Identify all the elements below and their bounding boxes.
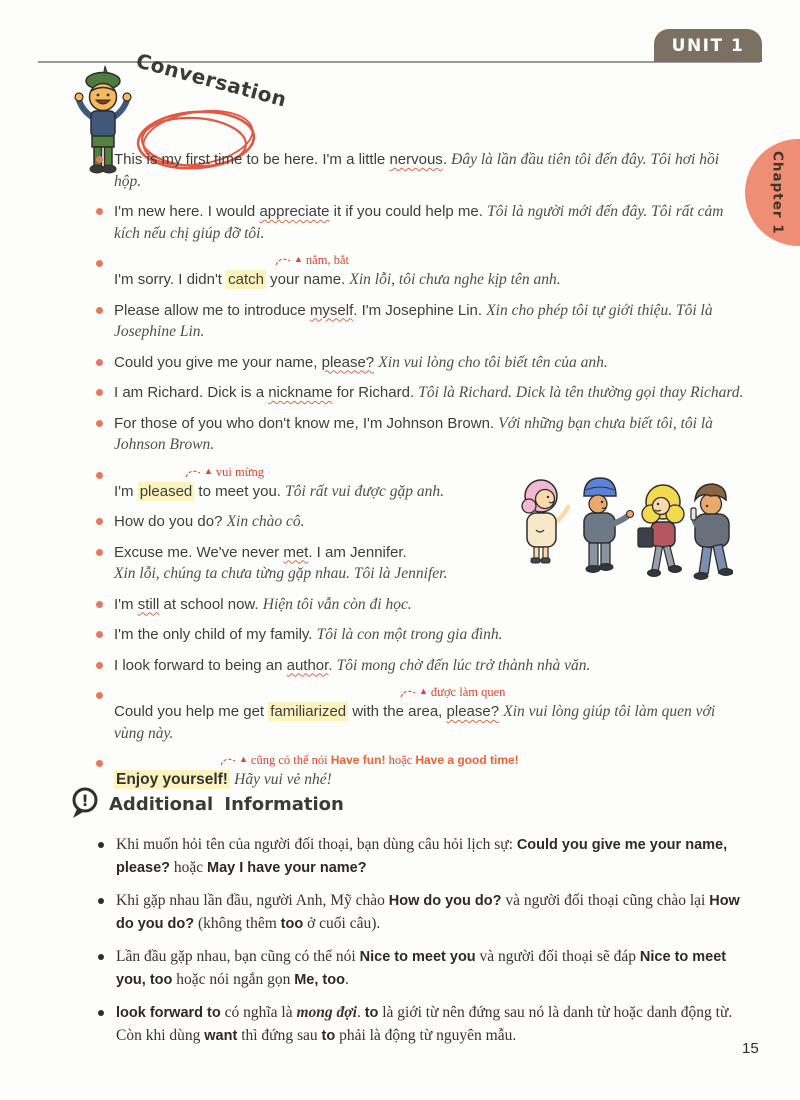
- text-segment: pleased: [139, 482, 193, 500]
- text-segment: at school now.: [159, 595, 263, 613]
- triangle-marker-icon: ▲: [239, 754, 248, 764]
- unit-badge: UNIT 1: [654, 29, 762, 62]
- text-segment: Have a good time!: [415, 753, 519, 767]
- triangle-marker-icon: ▲: [419, 686, 428, 696]
- bullet-dot: [96, 359, 103, 366]
- text-segment: catch: [228, 271, 265, 288]
- text-segment: How do you do?: [114, 513, 227, 530]
- text-segment: nắm, bắt: [305, 253, 349, 267]
- text-segment: Excuse me. We've never: [114, 543, 284, 561]
- text-segment: Khi gặp nhau lần đầu, người Anh, Mỹ chào: [116, 892, 389, 909]
- text-segment: Could you give me your name, please?: [116, 837, 728, 876]
- text-segment: Xin lỗi, tôi chưa nghe kịp tên anh.: [349, 271, 561, 288]
- bullet-dot: [98, 842, 104, 848]
- red-annotation: [219, 753, 746, 768]
- text-segment: .: [344, 970, 349, 988]
- additional-info-item: [98, 890, 746, 935]
- text-segment: met: [283, 543, 309, 561]
- text-segment: Please allow me to introduce: [114, 301, 310, 319]
- conversation-item: [96, 594, 746, 616]
- conversation-item: [96, 382, 746, 404]
- bullet-dot: [96, 692, 103, 699]
- triangle-marker-icon: ▲: [294, 254, 303, 264]
- text-segment: For those of you who don't know me, I'm Johnson Brown.: [114, 414, 499, 432]
- chapter-tab-label: Chapter 1: [769, 150, 786, 235]
- text-segment: Tôi là người mới đến đây. Tôi rất cảm kích nếu chị giúp đỡ tôi.: [114, 203, 724, 242]
- text-segment: Enjoy yourself!: [116, 771, 228, 788]
- text-segment: Xin lỗi, chúng ta chưa từng gặp nhau. Tôi là Jennifer.: [114, 565, 448, 582]
- text-segment: please?: [321, 353, 375, 371]
- red-annotation: [274, 253, 746, 268]
- bullet-dot: [96, 260, 103, 267]
- text-segment: Đây là lần đầu tiên tôi đến đây. Tôi hơi hồi hộp.: [114, 151, 720, 190]
- text-segment: How do you do?: [116, 893, 740, 932]
- text-segment: hoặc: [170, 858, 208, 876]
- text-segment: to: [321, 1027, 336, 1044]
- text-segment: cũng có thể nói: [250, 753, 331, 767]
- text-segment: with the area,: [348, 703, 447, 720]
- text-segment: Tôi mong chờ đến lúc trở thành nhà văn.: [336, 656, 591, 674]
- section-title-conversation: Conversation: [133, 48, 290, 112]
- text-segment: I'm: [114, 482, 138, 500]
- text-segment: mong đợi: [296, 1004, 357, 1021]
- text-segment: Nice to meet you: [359, 949, 476, 965]
- page-number: 15: [742, 1040, 759, 1057]
- text-segment: Xin vui lòng cho tôi biết tên của anh.: [378, 353, 608, 371]
- text-segment: I'm new here. I would: [114, 203, 260, 220]
- svg-text:!: !: [81, 791, 89, 810]
- bullet-dot: [96, 662, 103, 669]
- text-segment: Tôi là Richard. Dick là tên thường gọi thay Richard.: [418, 384, 744, 401]
- conversation-item: [96, 685, 746, 744]
- text-segment: too: [280, 915, 304, 932]
- bullet-dot: [96, 208, 103, 215]
- text-segment: want: [204, 1027, 238, 1044]
- additional-info-section: [70, 786, 746, 1058]
- additional-info-item: [98, 1002, 746, 1047]
- text-segment: (không thêm: [194, 914, 281, 932]
- text-segment: .: [328, 656, 337, 674]
- bullet-dot: [96, 156, 103, 163]
- bullet-dot: [98, 898, 104, 904]
- text-segment: I'm the only child of my family.: [114, 626, 317, 643]
- conversation-item: [96, 300, 746, 343]
- conversation-item: [96, 253, 746, 291]
- text-segment: Hãy vui vẻ nhé!: [234, 771, 332, 788]
- text-segment: Với những bạn chưa biết tôi, tôi là Johnson Brown.: [114, 414, 713, 453]
- conversation-item: [96, 352, 746, 374]
- text-segment: .: [356, 1004, 365, 1021]
- annotation-connector-icon: [219, 754, 237, 766]
- text-segment: thì đứng sau: [237, 1026, 322, 1044]
- text-segment: .: [442, 151, 452, 168]
- conversation-item: [96, 655, 746, 677]
- section-title-additional: Additional Information: [109, 794, 344, 815]
- text-segment: Me, too: [294, 971, 345, 988]
- red-annotation: [399, 685, 746, 700]
- text-segment: please?: [446, 703, 500, 720]
- additional-info-header: [70, 786, 746, 820]
- text-segment: for Richard.: [332, 384, 419, 401]
- annotation-connector-icon: [274, 254, 292, 266]
- conversation-item: [96, 624, 746, 646]
- conversation-item: [96, 149, 746, 192]
- text-segment: là giới từ nên đứng sau nó là danh từ hoặc danh động từ. Còn khi dùng: [116, 1004, 733, 1044]
- text-segment: nervous: [389, 151, 443, 168]
- text-segment: to meet you.: [194, 482, 286, 500]
- text-segment: Xin vui lòng giúp tôi làm quen với vùng này.: [114, 703, 716, 742]
- text-segment: vui mừng: [215, 464, 265, 479]
- text-segment: I look forward to being an: [114, 656, 287, 674]
- text-segment: nickname: [268, 384, 333, 401]
- bullet-dot: [96, 389, 103, 396]
- text-segment: familiarized: [270, 703, 347, 720]
- text-segment: Hiện tôi vẫn còn đi học.: [262, 595, 412, 613]
- text-segment: được làm quen: [430, 685, 506, 699]
- chapter-tab: [745, 139, 800, 246]
- text-segment: Tôi rất vui được gặp anh.: [285, 482, 444, 500]
- text-segment: Nice to meet you, too: [116, 949, 727, 988]
- text-segment: Could you give me your name,: [114, 353, 322, 371]
- text-segment: Lần đầu gặp nhau, bạn cũng có thể nói: [116, 948, 360, 965]
- text-segment: và người đối thoại cũng chào lại: [501, 892, 710, 909]
- people-group-illustration: [505, 466, 733, 592]
- text-segment: it if you could help me.: [329, 203, 488, 220]
- text-segment: I'm sorry. I didn't: [114, 271, 227, 288]
- text-segment: I'm: [114, 595, 138, 613]
- bullet-dot: [96, 420, 103, 427]
- bullet-dot: [98, 954, 104, 960]
- bullet-dot: [96, 518, 103, 525]
- bullet-dot: [96, 760, 103, 767]
- additional-info-item: [98, 946, 746, 991]
- text-segment: still: [137, 595, 160, 613]
- text-segment: Have fun!: [330, 753, 386, 767]
- triangle-marker-icon: ▲: [204, 465, 213, 476]
- additional-info-list: [70, 834, 746, 1047]
- text-segment: How do you do?: [388, 893, 502, 909]
- text-segment: và người đối thoại sẽ đáp: [475, 948, 640, 965]
- text-segment: ở cuối câu).: [303, 914, 381, 932]
- text-segment: to: [364, 1005, 379, 1021]
- text-segment: May I have your name?: [207, 859, 367, 876]
- text-segment: Khi muốn hỏi tên của người đối thoại, bạn dùng câu hỏi lịch sự:: [116, 836, 517, 853]
- text-segment: Could you help me get: [114, 703, 269, 720]
- text-segment: Xin chào cô.: [226, 513, 305, 530]
- bullet-dot: [96, 549, 103, 556]
- bullet-dot: [96, 307, 103, 314]
- exclamation-bubble-icon: [70, 786, 100, 820]
- text-segment: author: [286, 656, 329, 674]
- text-segment: look forward to: [116, 1005, 221, 1021]
- conversation-item: [96, 201, 746, 244]
- annotation-connector-icon: [184, 466, 202, 478]
- text-segment: myself: [309, 301, 354, 319]
- conversation-item: [96, 413, 746, 456]
- bullet-dot: [96, 472, 103, 479]
- text-segment: có nghĩa là: [220, 1004, 297, 1021]
- text-segment: I am Richard. Dick is a: [114, 384, 269, 401]
- bullet-dot: [96, 601, 103, 608]
- text-segment: your name.: [266, 271, 350, 288]
- text-segment: phải là động từ nguyên mẫu.: [335, 1026, 517, 1044]
- conversation-item: [96, 753, 746, 791]
- text-segment: . I'm Josephine Lin.: [353, 301, 487, 319]
- text-segment: . I am Jennifer.: [308, 543, 407, 561]
- text-segment: This is my first time to be here. I'm a little: [114, 151, 390, 168]
- additional-info-item: [98, 834, 746, 879]
- text-segment: Xin cho phép tôi tự giới thiệu. Tôi là Josephine Lin.: [114, 301, 713, 340]
- text-segment: Tôi là con một trong gia đình.: [316, 626, 503, 643]
- text-segment: hoặc nói ngắn gọn: [172, 970, 295, 988]
- text-segment: hoặc: [385, 753, 416, 767]
- text-segment: appreciate: [259, 203, 330, 220]
- bullet-dot: [96, 631, 103, 638]
- annotation-connector-icon: [399, 686, 417, 698]
- bullet-dot: [98, 1010, 104, 1016]
